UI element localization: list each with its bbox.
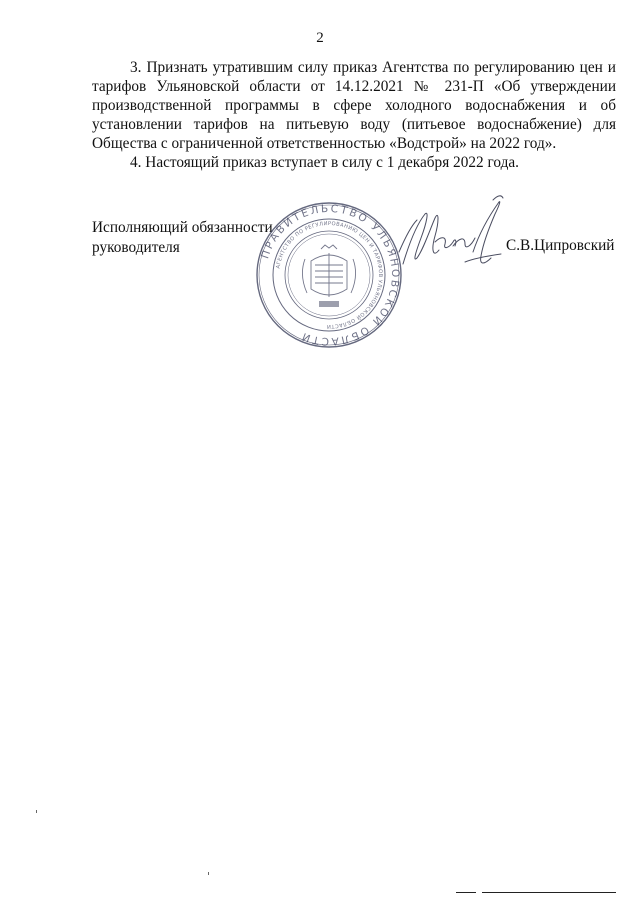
- footer-mark-long: [482, 892, 616, 893]
- page-number: 2: [316, 30, 324, 46]
- signer-name: С.В.Ципровский: [506, 237, 615, 254]
- footer-mark-short: [456, 892, 476, 893]
- signature-icon: [395, 192, 515, 276]
- scan-speck: [208, 872, 209, 875]
- svg-text:АГЕНТСТВО ПО РЕГУЛИРОВАНИЮ ЦЕН: АГЕНТСТВО ПО РЕГУЛИРОВАНИЮ ЦЕН И ТАРИФОВ УЛЬЯНОВСКОЙ ОБЛАСТИ: [275, 220, 384, 330]
- signatory-position-line2: руководителя: [92, 239, 180, 256]
- official-seal-icon: [255, 201, 403, 349]
- document-body: [92, 58, 616, 172]
- signatory-position: [92, 218, 273, 258]
- svg-text:ПРАВИТЕЛЬСТВО УЛЬЯНОВСКОЙ ОБЛА: ПРАВИТЕЛЬСТВО УЛЬЯНОВСКОЙ ОБЛАСТИ: [259, 202, 402, 348]
- paragraph-4: 4. Настоящий приказ вступает в силу с 1 декабря 2022 года.: [130, 154, 519, 171]
- scan-speck: [36, 810, 37, 813]
- signatory-position-line1: Исполняющий обязанности: [92, 219, 273, 236]
- paragraph-3: 3. Признать утратившим силу приказ Агентства по регулированию цен и тарифов Ульяновской области от 14.12.2021 № 231-П «Об утверждении производственной программы в сфере холодного водоснабжения и об установлении тарифов на питьевую воду (питьевое водоснабжение) для Общества с ограниченной ответственностью «Водстрой» на 2022 год».: [92, 59, 616, 152]
